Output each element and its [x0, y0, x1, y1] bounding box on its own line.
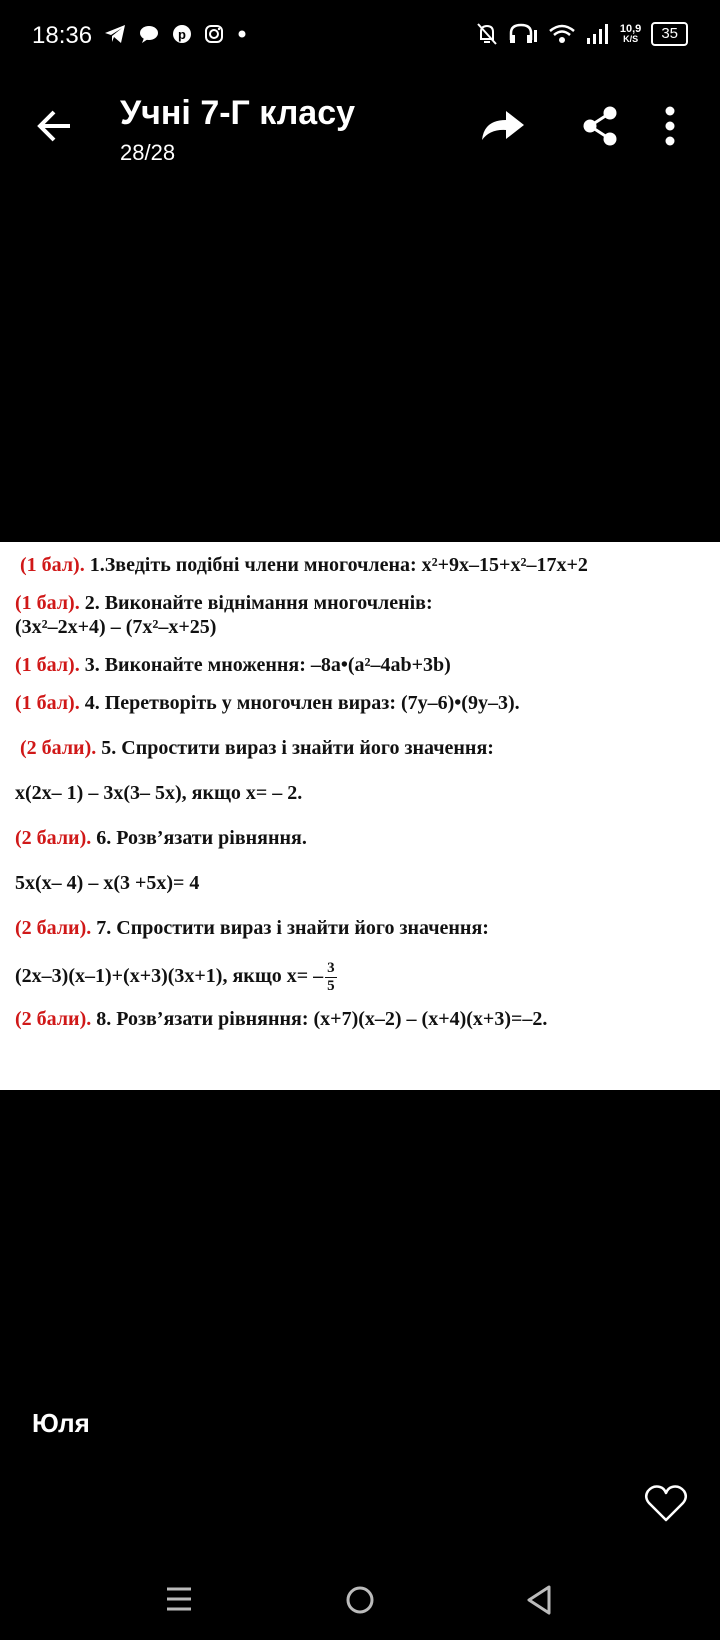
- network-speed-value: 10,9: [619, 23, 642, 35]
- task-points: (1 бал).: [15, 654, 80, 676]
- share-icon[interactable]: [580, 104, 620, 148]
- task-line: [15, 654, 451, 677]
- task-line: [15, 782, 302, 805]
- navigation-bar: [0, 1570, 720, 1630]
- signal-icon: [586, 23, 610, 45]
- task-text: 6. Розв’язати рівняння.: [91, 827, 307, 849]
- task-points: (2 бали).: [20, 737, 97, 759]
- task-text: (2x–3)(x–1)+(x+3)(3x+1), якщо x= –: [15, 965, 324, 988]
- notification-icons: [104, 24, 248, 44]
- task-points: (1 бал).: [15, 592, 80, 614]
- task-line: [20, 554, 588, 577]
- worksheet-photo[interactable]: [0, 542, 720, 1090]
- forward-icon[interactable]: [478, 108, 526, 144]
- task-text: 4. Перетворіть у многочлен вираз: (7y–6)•(9y–3).: [79, 692, 520, 714]
- task-points: (2 бали).: [15, 917, 92, 939]
- task-points: (2 бали).: [15, 1008, 92, 1030]
- wifi-icon: [548, 23, 576, 45]
- chat-icon: [138, 24, 160, 44]
- system-icons: [476, 22, 688, 46]
- task-line: [15, 692, 520, 715]
- task-text: 3. Виконайте множення: –8a•(a²–4ab+3b): [79, 654, 451, 676]
- pinterest-icon: [172, 24, 192, 44]
- back-icon[interactable]: [524, 1584, 554, 1616]
- task-text: 1.Зведіть подібні члени многочлена: x²+9x–15+x²–17x+2: [84, 554, 588, 576]
- svg-text:p: p: [178, 27, 186, 42]
- task-text: (3x²–2x+4) – (7x²–x+25): [15, 616, 217, 638]
- app-bar: [0, 80, 720, 180]
- fraction-numerator: 3: [327, 960, 335, 976]
- battery-indicator: 35: [651, 22, 688, 46]
- task-text: 5. Спростити вираз і знайти його значення:: [96, 737, 494, 759]
- task-text: 5x(x– 4) – x(3 +5x)= 4: [15, 872, 200, 894]
- home-icon[interactable]: [344, 1584, 376, 1616]
- fraction: [325, 960, 337, 995]
- task-line: [20, 737, 494, 760]
- page-title: Учні 7-Г класу: [120, 94, 356, 132]
- network-speed: [620, 24, 641, 44]
- task-text: 2. Виконайте віднімання многочленів:: [79, 592, 433, 614]
- task-points: (1 бал).: [15, 692, 80, 714]
- task-line: [15, 827, 307, 850]
- task-line: [15, 872, 199, 895]
- status-time: 18:36: [32, 22, 93, 49]
- status-bar: [0, 0, 720, 72]
- task-text: x(2x– 1) – 3x(3– 5x), якщо x= – 2.: [15, 782, 303, 804]
- menu-icon[interactable]: [164, 1584, 194, 1614]
- network-speed-unit: K/S: [623, 34, 639, 44]
- task-line: [15, 960, 337, 995]
- more-icon[interactable]: [664, 106, 676, 146]
- task-line: [15, 1008, 547, 1031]
- task-line: [15, 917, 489, 940]
- task-text: 7. Спростити вираз і знайти його значення:: [91, 917, 489, 939]
- instagram-icon: [204, 24, 224, 44]
- task-points: (2 бали).: [15, 827, 92, 849]
- dot-icon: [236, 28, 248, 40]
- back-arrow-icon[interactable]: [34, 106, 74, 146]
- heart-icon[interactable]: [644, 1484, 688, 1524]
- fraction-denominator: 5: [327, 978, 335, 994]
- task-points: (1 бал).: [20, 554, 85, 576]
- task-text: 8. Розв’язати рівняння: (x+7)(x–2) – (x+4)(x+3)=–2.: [91, 1008, 548, 1030]
- headphones-icon: [508, 22, 538, 46]
- task-line: [15, 616, 216, 639]
- task-line: [15, 592, 433, 615]
- telegram-icon: [104, 24, 126, 44]
- image-counter: 28/28: [120, 140, 176, 165]
- author-name: Юля: [32, 1408, 90, 1438]
- mute-icon: [476, 22, 498, 46]
